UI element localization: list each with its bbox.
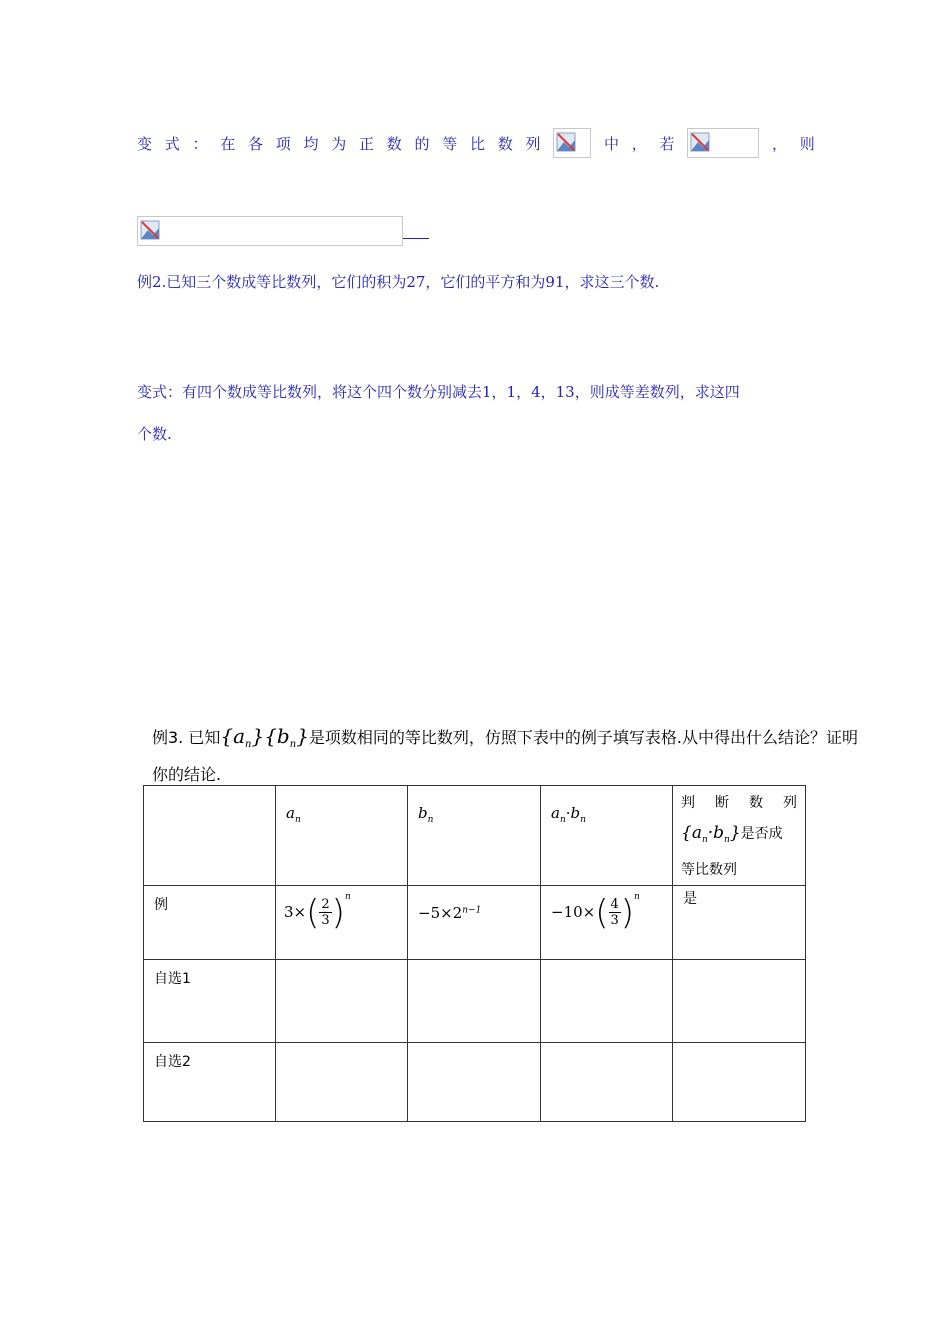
row-label-cell <box>144 1042 276 1121</box>
variant1-ruo: 若 <box>659 134 675 153</box>
header-an: a <box>286 804 295 822</box>
variant2-line2: 个数. <box>137 425 172 443</box>
header-anbn-dot: · <box>565 804 571 822</box>
anbn-coef: −10× <box>551 902 596 921</box>
header-anbn-a-sub: n <box>559 814 566 825</box>
judge-line3: 等比数列 <box>681 861 737 878</box>
judge-seq-mid: ·b <box>707 823 725 843</box>
right-paren: ) <box>331 892 345 933</box>
row-label: 自选2 <box>154 1053 191 1070</box>
variant1-char: ： <box>192 134 208 153</box>
fill-cell[interactable] <box>541 1042 673 1121</box>
answer-blank <box>403 224 429 239</box>
variant1-char: 等 <box>442 134 458 153</box>
fill-cell[interactable] <box>673 1042 806 1121</box>
broken-image-icon <box>687 128 759 158</box>
fill-cell[interactable] <box>673 959 806 1042</box>
variant1-char: 均 <box>303 134 319 153</box>
left-paren: ( <box>595 892 609 933</box>
fill-cell[interactable] <box>541 959 673 1042</box>
judge-char: 断 <box>715 795 729 811</box>
seq-a-sub: n <box>245 739 252 751</box>
example-bn-cell <box>408 885 541 959</box>
header-anbn-cell <box>541 786 673 886</box>
broken-image-icon <box>137 216 403 246</box>
judge-char: 数 <box>749 795 763 811</box>
header-anbn-b: b <box>570 804 581 822</box>
anbn-exp: n <box>634 891 640 902</box>
judge-seq-sub2: n <box>724 834 730 845</box>
variant1-char: 在 <box>220 134 236 153</box>
an-exp: n <box>344 891 351 902</box>
judge-char: 列 <box>783 795 797 811</box>
an-num: 2 <box>321 897 330 913</box>
header-an-cell <box>276 786 408 886</box>
table-header-row <box>144 786 806 886</box>
variant1-char: 项 <box>275 134 291 153</box>
variant1-char: 为 <box>331 134 347 153</box>
example3-line1 <box>152 724 858 750</box>
header-bn-cell <box>408 786 541 886</box>
variant1-char: 变 <box>137 134 153 153</box>
variant1-comma2: ， <box>771 134 787 153</box>
example2-text: 例2.已知三个数成等比数列，它们的积为27，它们的平方和为91，求这三个数. <box>137 273 660 291</box>
example3-line2: 你的结论. <box>152 765 222 784</box>
seq-close: } <box>296 724 309 748</box>
an-coef: 3× <box>284 902 307 921</box>
variant1-comma: ， <box>631 134 647 153</box>
judge-char: 判 <box>681 795 695 811</box>
variant1-ze: 则 <box>799 134 815 153</box>
row-label: 自选1 <box>154 970 191 987</box>
seq-b-sub: n <box>289 739 297 751</box>
table-row <box>144 885 806 959</box>
fill-cell[interactable] <box>408 959 541 1042</box>
variant1-char: 的 <box>414 134 430 153</box>
anbn-num: 4 <box>610 897 619 913</box>
header-bn-sub: n <box>427 814 434 825</box>
table-row <box>144 1042 806 1121</box>
seq-a: {a <box>220 724 246 748</box>
variant1-char: 列 <box>525 134 541 153</box>
variant1-char: 比 <box>470 134 486 153</box>
variant1-char: 正 <box>359 134 375 153</box>
table-row <box>144 959 806 1042</box>
row-label-cell <box>144 885 276 959</box>
variant2-line1: 变式：有四个数成等比数列，将这个四个数分别减去1，1，4，13，则成等差数列，求这四 <box>137 383 740 401</box>
variant1-answer-line <box>137 216 429 246</box>
judge-seq-close: } <box>729 823 741 843</box>
variant1-zhong: 中 <box>603 134 619 153</box>
an-den: 3 <box>321 913 330 929</box>
judge-tail: 是否成 <box>740 826 783 842</box>
example-answer-cell <box>673 885 806 959</box>
bn-expr: −5×2 <box>418 903 463 922</box>
fraction <box>319 897 331 928</box>
fill-cell[interactable] <box>276 1042 408 1121</box>
judge-line1 <box>681 788 797 818</box>
right-paren: ) <box>620 892 635 933</box>
variant1-char: 数 <box>386 134 402 153</box>
variant1-line <box>137 127 815 159</box>
bn-exp: n−1 <box>462 905 482 916</box>
example3-prefix: 例3. 已知 <box>152 728 221 747</box>
left-paren: ( <box>306 892 320 933</box>
header-bn: b <box>418 804 428 822</box>
example3-suffix: 是项数相同的等比数列，仿照下表中的例子填写表格.从中得出什么结论？证明 <box>308 728 859 747</box>
fill-cell[interactable] <box>276 959 408 1042</box>
fraction <box>609 897 621 928</box>
example-answer: 是 <box>683 890 697 907</box>
variant1-char: 数 <box>497 134 513 153</box>
row-label: 例 <box>154 896 168 913</box>
header-anbn-a: a <box>551 804 560 822</box>
variant1-char: 各 <box>248 134 264 153</box>
row-label-cell <box>144 959 276 1042</box>
sequence-table <box>143 785 806 1122</box>
variant1-char: 式 <box>164 134 180 153</box>
judge-seq-sub1: n <box>701 834 708 845</box>
header-judge-cell <box>673 786 806 886</box>
judge-seq-open: {a <box>681 823 702 843</box>
judge-line2 <box>681 818 797 855</box>
anbn-den: 3 <box>610 913 619 929</box>
broken-image-icon <box>553 128 591 158</box>
example-an-cell <box>276 885 408 959</box>
header-empty-cell <box>144 786 276 886</box>
header-anbn-b-sub: n <box>580 814 586 825</box>
example-anbn-cell <box>541 885 673 959</box>
seq-b: }{b <box>251 724 290 748</box>
fill-cell[interactable] <box>408 1042 541 1121</box>
header-an-sub: n <box>294 814 301 825</box>
